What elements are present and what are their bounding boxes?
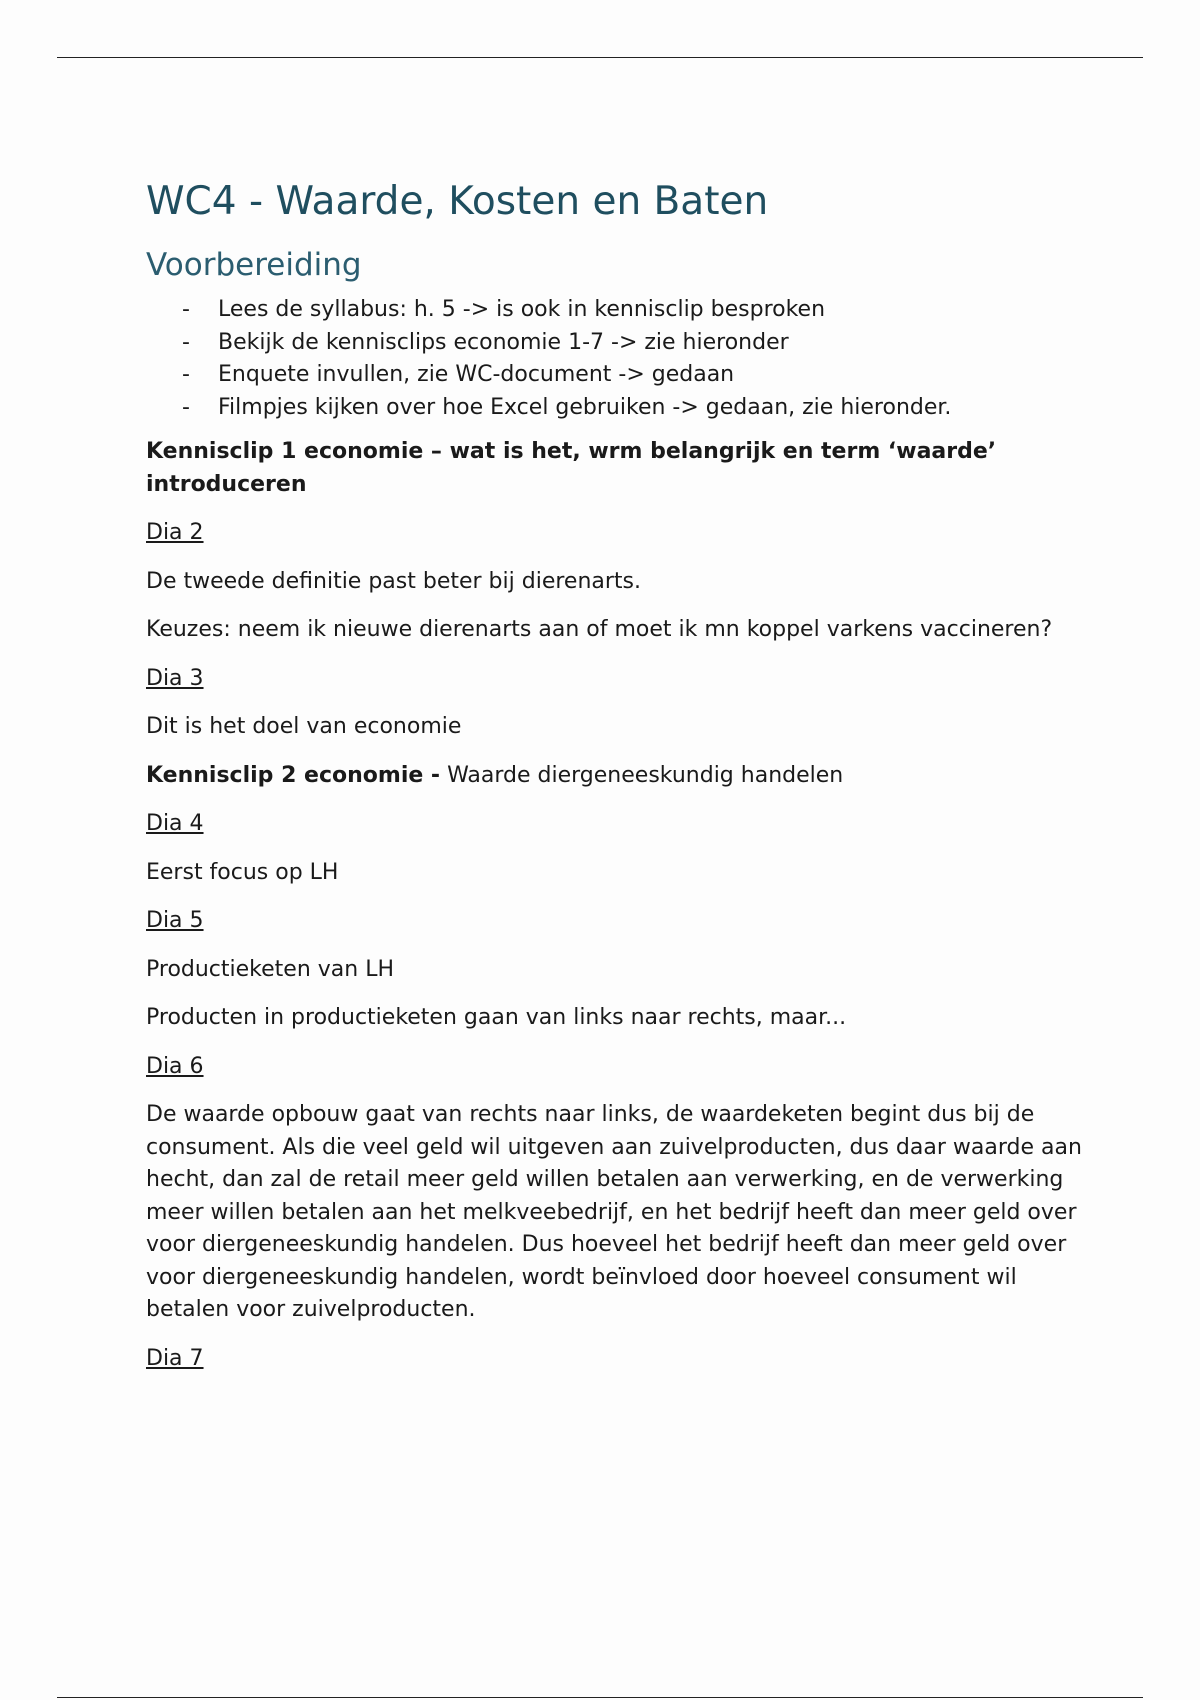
dia-5-text-1: Productieketen van LH [146,956,395,982]
list-item-text: Lees de syllabus: h. 5 -> is ook in kennisclip besproken [218,297,826,322]
dia-6-text: De waarde opbouw gaat van rechts naar links, de waardeketen begint dus bij de consument. Als die veel geld wil uitgeven aan zuivelproducten, dus daar waarde aan hecht, dan zal de retail meer geld willen betalen aan verwerking, en de verwerking meer willen betalen aan het melkveebedrijf, en het bedrijf heeft dan meer geld over voor diergeneeskundig handelen. Dus hoeveel het bedrijf heeft dan meer geld over voor diergeneeskundig handelen, wordt beïnvloed door hoeveel consument wil betalen voor zuivelproducten. [146,1102,1082,1322]
kennisclip-2-heading [146,760,1096,793]
bottom-rule [57,1697,1143,1698]
dia-2-text-1: De tweede definitie past beter bij dierenarts. [146,568,641,594]
top-rule [57,57,1143,58]
list-item [182,327,1096,360]
dia-3-label: Dia 3 [146,665,204,691]
bullet-dash: - [182,297,190,322]
bullet-dash: - [182,329,190,355]
dia-2-text-2: Keuzes: neem ik nieuwe dierenarts aan of moet ik mn koppel varkens vaccineren? [146,617,1053,642]
prep-list [146,294,1096,424]
dia-3-text: Dit is het doel van economie [146,714,462,739]
list-item-text: Filmpjes kijken over hoe Excel gebruiken -> gedaan, zie hieronder. [218,394,952,420]
document-body [146,178,1096,1391]
dia-6-label: Dia 6 [146,1053,204,1079]
kennisclip-1-heading: Kennisclip 1 economie – wat is het, wrm belangrijk en term ‘waarde’ introduceren [146,439,997,497]
list-item-text: Enquete invullen, zie WC-document -> gedaan [218,362,735,387]
dia-7-label: Dia 7 [146,1345,204,1371]
dia-4-label: Dia 4 [146,811,204,836]
dia-2-label: Dia 2 [146,520,204,545]
list-item-text: Bekijk de kennisclips economie 1-7 -> zie hieronder [218,329,789,355]
list-item [182,359,1096,392]
kennisclip-2-heading-bold: Kennisclip 2 economie - [146,762,441,788]
list-item [182,392,1096,425]
section-title-voorbereiding: Voorbereiding [146,247,362,283]
dia-5-label: Dia 5 [146,908,204,933]
dia-5-text-2: Producten in productieketen gaan van links naar rechts, maar... [146,1005,847,1030]
document-title: WC4 - Waarde, Kosten en Baten [146,179,769,224]
bullet-dash: - [182,394,190,420]
dia-4-text: Eerst focus op LH [146,859,339,885]
list-item [182,294,1096,327]
bullet-dash: - [182,362,190,387]
kennisclip-2-heading-rest: Waarde diergeneeskundig handelen [440,762,844,788]
